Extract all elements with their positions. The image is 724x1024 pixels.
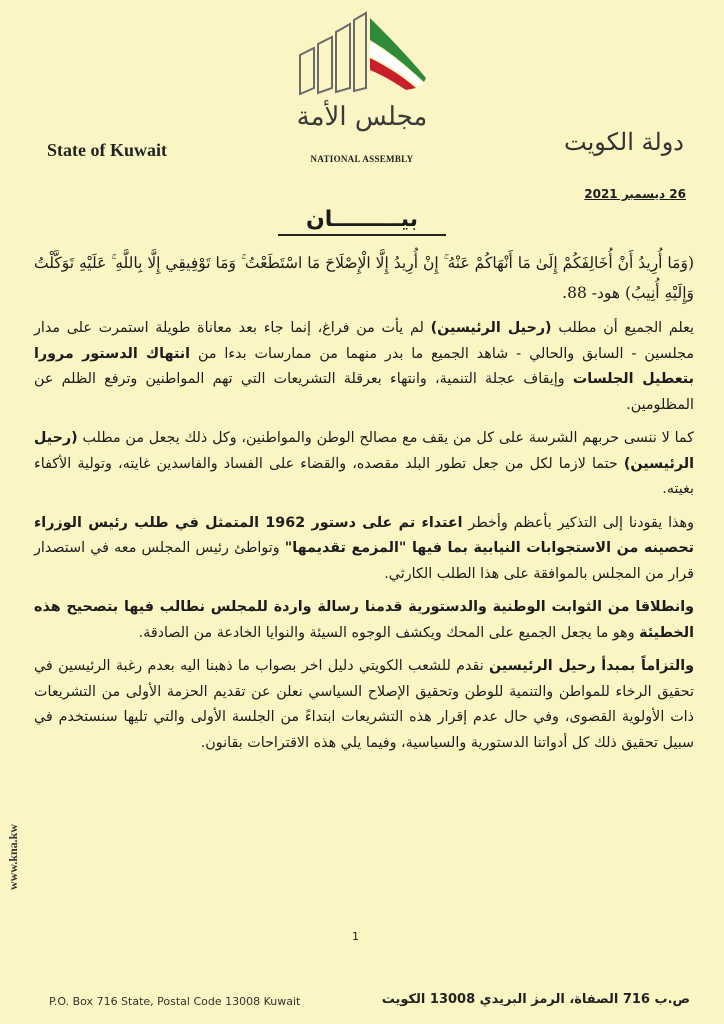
paragraph-4-text-a: وهو ما يجعل الجميع على المحك ويكشف الوجوه السيئة والنوايا الخادعة من الصادقة. (138, 624, 640, 641)
paragraph-1 (34, 316, 694, 418)
statement-body (34, 248, 694, 764)
paragraph-2-text-b: حتما لازما لكل من جعل تطور البلد مقصده، والقضاء على الفساد والفاسدين غايته، وتولية الأكفاء بغيته. (34, 455, 694, 497)
paragraph-2-text-a: كما لا ننسى حربهم الشرسة على كل من يقف مع مصالح الوطن والمواطنين، وكل ذلك يجعل من مطلب (77, 430, 694, 446)
state-of-kuwait-arabic-label: دولة الكويت (564, 128, 684, 156)
paragraph-3 (34, 511, 694, 588)
paragraph-5-bold-a: والتزاماً بمبدأ رحيل الرئيسين (489, 658, 694, 674)
footer-address-english: P.O. Box 716 State, Postal Code 13008 Kuwait (49, 995, 301, 1008)
paragraph-1-text-b: لم يأت من فراغ، إنما جاء بعد معاناة طويلة استمرت على مدار مجلسين - السابق والحالي - شاهد الجميع ما بدر منهما من ممارسات بدءا من (34, 320, 694, 362)
website-url[interactable]: www.kna.kw (6, 823, 20, 890)
paragraph-1-bold-b: انتهاك الدستور مرورا بتعطيل الجلسات (34, 345, 694, 387)
statement-title-text: بيـــــــــان (278, 207, 446, 236)
page-number: 1 (352, 930, 359, 943)
footer-address-arabic: ص.ب 716 الصفاة، الرمز البريدي 13008 الكويت (381, 992, 690, 1007)
paragraph-4 (34, 595, 694, 646)
paragraph-3-text-a: وهذا يقودنا إلى التذكير بأعظم وأخطر (462, 514, 694, 531)
statement-title (0, 207, 724, 232)
statement-date: 26 ديسمبر 2021 (584, 187, 686, 201)
paragraph-5-text-a: نقدم للشعب الكويتي دليل اخر بصواب ما ذهبنا اليه بعدم رغبة الرئيسين في تحقيق الرخاء للمواطن والتنمية للوطن وتحقيق الإصلاح السياسي نعلن عن تقديم الحزمة الأولى من التشريعات ذات الأولوية القصوى، وفي حال عدم إقرار هذه التشريعات ابتداءً من الجلسة الأولى والتي تليها سنستخدم في سبيل تحقيق ذلك كل أدواتنا الدستورية والسياسية، وفيما يلي هذه الاقتراحات بقانون. (34, 658, 694, 751)
paragraph-3-text-b: وتواطئ رئيس المجلس معه في استصدار قرار من المجلس بالموافقة على هذا الطلب الكارثي. (34, 540, 694, 582)
paragraph-2-bold-a: (رحيل الرئيسين) (34, 430, 694, 472)
quran-verse: (وَمَا أُرِيدُ أَنْ أُخَالِفَكُمْ إِلَىٰ مَا أَنْهَاكُمْ عَنْهُ ۚ إِنْ أُرِيدُ إِلَّا الْإِصْلَاحَ مَا اسْتَطَعْتُ ۚ وَمَا تَوْفِيقِي إِلَّا بِاللَّهِ ۚ عَلَيْهِ تَوَكَّلْتُ وَإِلَيْهِ أُنِيبُ) هود- 88. (34, 254, 694, 302)
state-of-kuwait-label: State of Kuwait (47, 140, 167, 160)
paragraph-4-bold-a: وانطلاقا من الثوابت الوطنية والدستورية قدمنا رسالة واردة للمجلس نطالب فيها بتصحيح هذه الخطيئة (34, 599, 694, 641)
paragraph-1-bold-a: (رحيل الرئيسين) (430, 320, 552, 336)
assembly-emblem-icon (292, 10, 432, 105)
national-assembly-arabic-label: مجلس الأمة (296, 102, 428, 132)
national-assembly-label: NATIONAL ASSEMBLY (310, 154, 414, 164)
paragraph-3-bold-a: اعتداء تم على دستور 1962 المتمثل في طلب رئيس الوزراء تحصينه من الاستجوابات النيابية بما فيها "المزمع تقديمها" (34, 514, 695, 556)
national-assembly-logo (292, 10, 432, 170)
paragraph-2 (34, 426, 694, 503)
paragraph-1-text-a: يعلم الجميع أن مطلب (551, 320, 694, 336)
paragraph-1-text-c: وإيقاف عجلة التنمية، وانتهاء بعرقلة التشريعات التي تهم المواطنين وترفع الظلم عن المظلومين. (34, 371, 694, 413)
paragraph-5 (34, 654, 694, 756)
